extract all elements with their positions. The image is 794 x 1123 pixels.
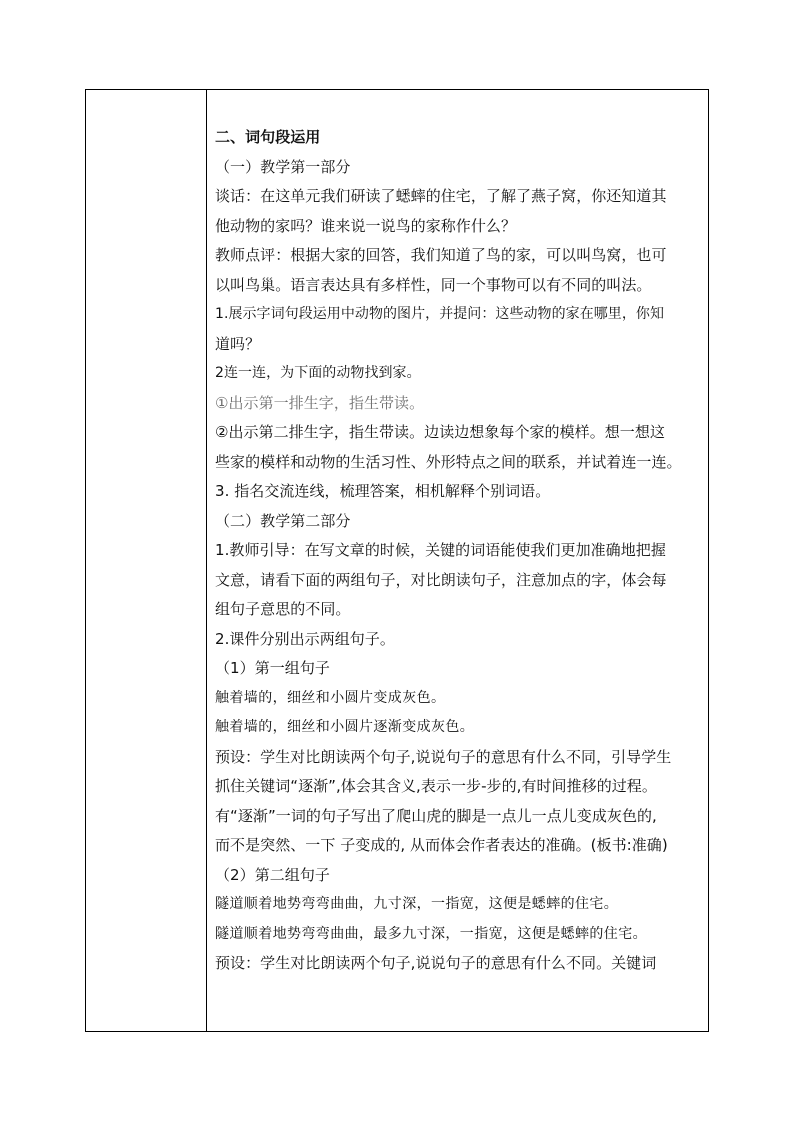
text-line: 隧道顺着地势弯弯曲曲，最多九寸深，一指宽，这便是蟋蟀的住宅。 [215,925,647,942]
text-line: 3. 指名交流连线，梳理答案，相机解释个别词语。 [215,482,551,500]
text-line: 而不是突然、一下 子变成的, 从而体会作者表达的准确。(板书:准确) [215,836,668,854]
text-line: 触着墙的，细丝和小圆片逐渐变成灰色。 [215,719,475,735]
table-left-cell [86,90,207,1031]
text-line: （一）教学第一部分 [215,157,351,176]
text-line: 组句子意思的不同。 [215,600,351,618]
text-line: 隧道顺着地势弯弯曲曲，九寸深，一指宽，这便是蟋蟀的住宅。 [215,896,619,912]
text-line: 文意，请看下面的两组句子，对比朗读句子，注意加点的字，体会每 [215,570,667,589]
text-line: 有“逐渐”一词的句子写出了爬山虎的脚是一点儿一点儿变成灰色的, [215,806,657,825]
table-content-cell [207,90,708,1031]
text-line: 教师点评：根据大家的回答，我们知道了鸟的家，可以叫鸟窝，也可 [215,246,667,264]
text-line: 2.课件分别出示两组句子。 [215,629,395,648]
text-line: 预设：学生对比朗读两个句子,说说句子的意思有什么不同，引导学生 [215,747,672,766]
text-line: 1.教师引导：在写文章的时候，关键的词语能使我们更加准确地把握 [215,541,666,559]
text-line: （1）第一组句子 [215,659,330,677]
text-line: ②出示第二排生字，指生带读。边读边想象每个家的模样。想一想这 [215,423,665,441]
text-line: 二、词句段运用 [215,128,321,146]
text-line: 些家的模样和动物的生活习性、外形特点之间的联系，并试着连一连。 [215,452,682,471]
text-line: 1.展示字词句段运用中动物的图片，并提问：这些动物的家在哪里，你知 [215,306,665,322]
text-line: 抓住关键词“逐渐”,体会其含义,表示一步-步的,有时间推移的过程。 [215,777,657,795]
text-line: （2）第二组句子 [215,865,330,884]
text-line: 道吗？ [215,334,261,353]
lesson-table [85,89,709,1032]
text-line: 谈话：在这单元我们研读了蟋蟀的住宅，了解了燕子窝，你还知道其 [215,187,667,205]
text-line: 2连一连，为下面的动物找到家。 [215,365,421,381]
text-line: ①出示第一排生字，指生带读。 [215,393,425,412]
text-line: 触着墙的，细丝和小圆片变成灰色。 [215,689,446,706]
text-line: 预设：学生对比朗读两个句子,说说句子的意思有什么不同。关键词 [215,954,657,972]
text-line: 他动物的家吗？谁来说一说鸟的家称作什么？ [215,216,517,235]
text-line: 以叫鸟巢。语言表达具有多样性，同一个事物可以有不同的叫法。 [215,275,652,294]
text-line: （二）教学第二部分 [215,511,351,530]
